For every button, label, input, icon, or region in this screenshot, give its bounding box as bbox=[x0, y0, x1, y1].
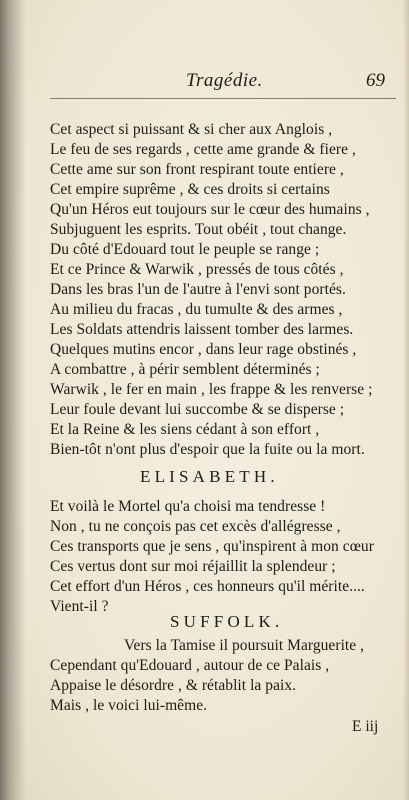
verse-line: Cet aspect si puissant & si cher aux Anglois , bbox=[50, 121, 333, 138]
verse-line: Au milieu du fracas , du tumulte & des armes , bbox=[50, 301, 343, 318]
verse-line: Et voilà le Mortel qu'a choisi ma tendresse ! bbox=[50, 498, 326, 515]
verse-line: Cet empire suprême , & ces droits si certains bbox=[50, 181, 330, 198]
signature-mark: E iij bbox=[352, 718, 379, 735]
running-title: Tragédie. bbox=[186, 70, 263, 91]
verse-line: Appaise le désordre , & rétablit la paix. bbox=[50, 677, 297, 694]
verse-line: Du côté d'Edouard tout le peuple se range ; bbox=[50, 241, 320, 258]
speaker-name: ELISABETH. bbox=[140, 467, 279, 486]
verse-line: Quelques mutins encor , dans leur rage obstinés , bbox=[50, 341, 357, 358]
page-edge bbox=[403, 0, 409, 800]
verse-line: Les Soldats attendris laissent tomber des larmes. bbox=[50, 321, 354, 338]
speaker-name: SUFFOLK. bbox=[170, 612, 284, 631]
verse-line: Vient-il ? bbox=[50, 598, 109, 615]
verse-line: Et ce Prince & Warwik , pressés de tous côtés , bbox=[50, 261, 344, 278]
verse-line: A combattre , à périr semblent déterminés ; bbox=[50, 361, 320, 378]
verse-line: Leur foule devant lui succombe & se disperse ; bbox=[50, 401, 345, 418]
verse-line: Cet effort d'un Héros , ces honneurs qu'il mérite.... bbox=[50, 578, 365, 595]
verse-line: Vers la Tamise il poursuit Marguerite , bbox=[124, 637, 365, 654]
verse-line: Cependant qu'Edouard , autour de ce Palais , bbox=[50, 657, 330, 674]
verse-line: Warwik , le fer en main , les frappe & les renverse ; bbox=[50, 381, 373, 398]
verse-line: Dans les bras l'un de l'autre à l'envi sont portés. bbox=[50, 281, 346, 298]
verse-line: Non , tu ne conçois pas cet excès d'allégresse , bbox=[50, 518, 341, 535]
verse-line: Ces transports que je sens , qu'inspirent à mon cœur bbox=[50, 538, 374, 555]
verse-line: Cette ame sur son front respirant toute entiere , bbox=[50, 161, 344, 178]
header-rule bbox=[50, 98, 396, 99]
verse-line: Qu'un Héros eut toujours sur le cœur des humains , bbox=[50, 201, 370, 218]
verse-line: Et la Reine & les siens cédant à son effort , bbox=[50, 421, 320, 438]
verse-line: Ces vertus dont sur moi réjaillit la splendeur ; bbox=[50, 558, 336, 575]
page-gutter-shadow bbox=[0, 0, 26, 800]
verse-line: Bien-tôt n'ont plus d'espoir que la fuite ou la mort. bbox=[50, 441, 365, 458]
verse-line: Le feu de ses regards , cette ame grande & fiere , bbox=[50, 141, 356, 158]
verse-line: Mais , le voici lui-même. bbox=[50, 697, 208, 714]
verse-line: Subjuguent les esprits. Tout obéit , tout change. bbox=[50, 221, 347, 238]
page-number: 69 bbox=[366, 70, 385, 91]
